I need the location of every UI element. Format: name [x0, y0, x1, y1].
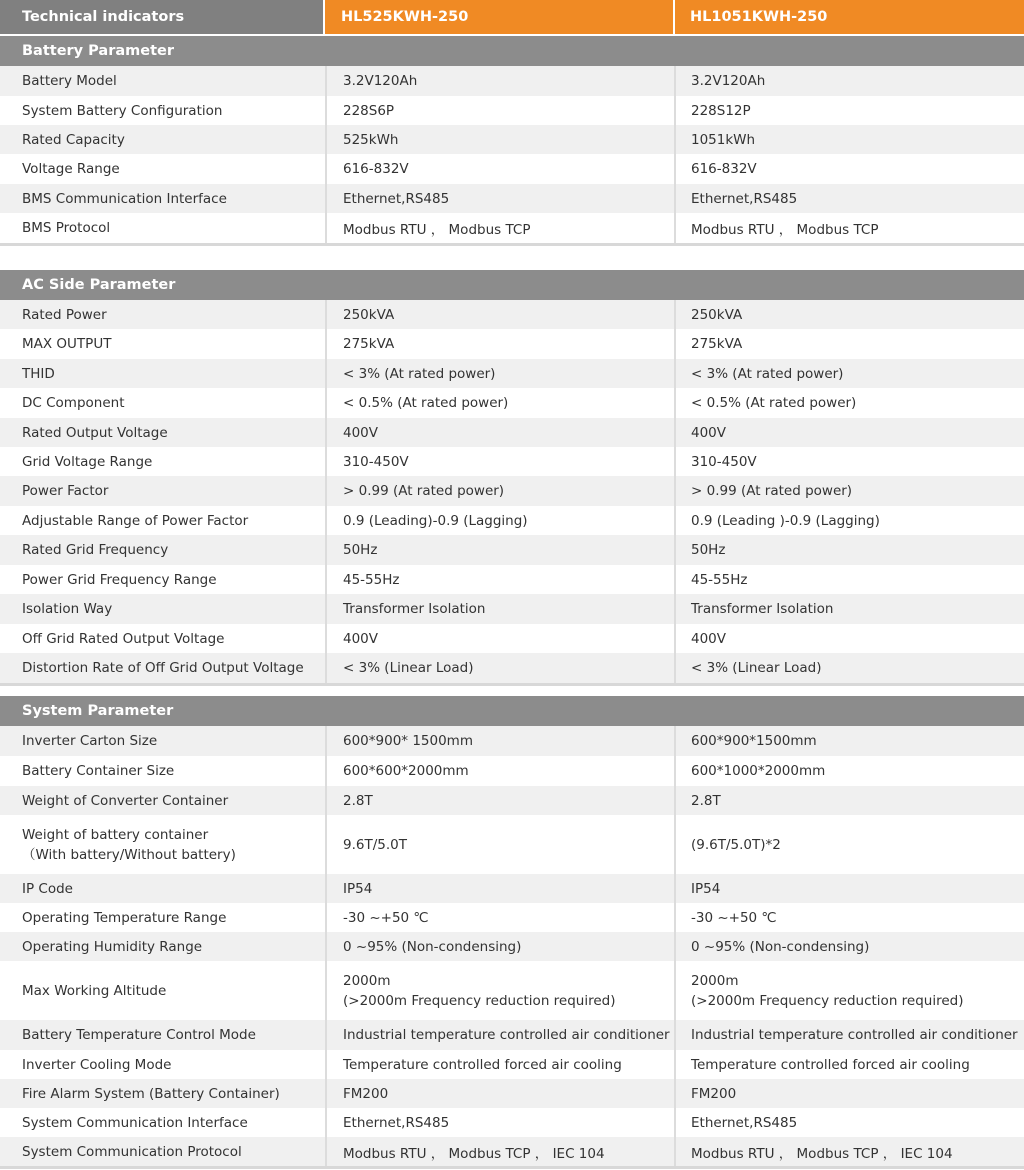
row-value-model-1: 45-55Hz [325, 565, 674, 594]
table-row [0, 476, 1024, 506]
row-value-model-2: Ethernet,RS485 [674, 184, 1024, 213]
ac-side-parameter-section [0, 270, 1024, 686]
row-value-model-2: 250kVA [674, 300, 1024, 329]
table-row [0, 300, 1024, 329]
table-row [0, 1050, 1024, 1079]
row-value-model-1: 9.6T/5.0T [325, 815, 674, 874]
row-label: DC Component [22, 395, 125, 411]
row-label [0, 815, 325, 874]
row-value-model-2: 600*1000*2000mm [674, 756, 1024, 786]
row-value-model-2: Ethernet,RS485 [674, 1108, 1024, 1137]
table-row [0, 1079, 1024, 1108]
section-title: System Parameter [0, 696, 1024, 726]
table-row [0, 874, 1024, 903]
row-value-model-1: -30 ~+50 ℃ [325, 903, 674, 932]
row-value-model-2: 50Hz [674, 535, 1024, 565]
row-value-model-2: 3.2V120Ah [674, 66, 1024, 96]
section-title: Battery Parameter [0, 36, 1024, 66]
value-line-2: (>2000m Frequency reduction required) [343, 992, 616, 1009]
row-value-model-1: Ethernet,RS485 [325, 184, 674, 213]
row-value-model-2: FM200 [674, 1079, 1024, 1108]
row-label: Voltage Range [22, 161, 120, 177]
row-value-model-1: Modbus RTU ， Modbus TCP ， IEC 104 [325, 1137, 674, 1166]
row-value-model-1: Transformer Isolation [325, 594, 674, 624]
row-value-model-1: 600*600*2000mm [325, 756, 674, 786]
row-value-model-2: Transformer Isolation [674, 594, 1024, 624]
row-value-model-2: Industrial temperature controlled air conditioner [674, 1020, 1024, 1050]
row-label: System Communication Protocol [22, 1143, 242, 1160]
row-value-model-1: 0.9 (Leading)-0.9 (Lagging) [325, 506, 674, 535]
row-label: Operating Temperature Range [22, 909, 227, 926]
row-label: Rated Power [22, 306, 107, 323]
row-label: System Communication Interface [22, 1114, 248, 1131]
row-label: Inverter Carton Size [22, 733, 158, 749]
row-value-model-2: < 3% (Linear Load) [674, 653, 1024, 683]
row-label: MAX OUTPUT [22, 336, 112, 352]
row-value-model-1: 2.8T [325, 786, 674, 815]
row-value-model-1 [325, 961, 674, 1020]
row-value-model-2 [674, 961, 1024, 1020]
row-label: Rated Grid Frequency [22, 542, 169, 558]
row-label: THID [22, 365, 55, 382]
row-value-model-2: 400V [674, 624, 1024, 653]
battery-parameter-section [0, 36, 1024, 246]
row-label: BMS Protocol [22, 220, 111, 236]
row-label: Power Factor [22, 483, 109, 499]
table-row [0, 932, 1024, 961]
value-line-1: 2000m [343, 972, 391, 989]
table-row [0, 1137, 1024, 1166]
row-label: Fire Alarm System (Battery Container) [22, 1085, 280, 1102]
table-row [0, 184, 1024, 213]
header-technical-indicators: Technical indicators [0, 0, 323, 34]
table-row [0, 418, 1024, 447]
row-value-model-1: Modbus RTU ， Modbus TCP [325, 213, 674, 243]
row-label: Battery Temperature Control Mode [22, 1027, 256, 1043]
row-value-model-2: (9.6T/5.0T)*2 [674, 815, 1024, 874]
row-label: Battery Model [22, 73, 117, 89]
row-label: Isolation Way [22, 601, 113, 617]
row-value-model-1: 50Hz [325, 535, 674, 565]
row-value-model-1: 310-450V [325, 447, 674, 476]
row-label: Battery Container Size [22, 763, 175, 779]
row-label: Max Working Altitude [22, 982, 167, 999]
table-row [0, 815, 1024, 874]
row-value-model-2: 0 ~95% (Non-condensing) [674, 932, 1024, 961]
row-value-model-2: 228S12P [674, 96, 1024, 125]
table-row [0, 624, 1024, 653]
row-value-model-2: 600*900*1500mm [674, 726, 1024, 756]
table-row [0, 213, 1024, 243]
row-value-model-2: 45-55Hz [674, 565, 1024, 594]
row-value-model-2: Modbus RTU ， Modbus TCP [674, 213, 1024, 243]
table-row [0, 1108, 1024, 1137]
row-value-model-2: < 3% (At rated power) [674, 359, 1024, 388]
row-label-line-2: （With battery/Without battery) [22, 846, 236, 863]
table-row [0, 726, 1024, 756]
table-header [0, 0, 1024, 34]
row-value-model-2: 2.8T [674, 786, 1024, 815]
row-value-model-1: 600*900* 1500mm [325, 726, 674, 756]
table-row [0, 154, 1024, 184]
row-label: Rated Output Voltage [22, 424, 168, 441]
row-value-model-1: FM200 [325, 1079, 674, 1108]
row-label: Grid Voltage Range [22, 453, 153, 470]
table-row [0, 903, 1024, 932]
row-value-model-2: Modbus RTU ， Modbus TCP ， IEC 104 [674, 1137, 1024, 1166]
row-label: Distortion Rate of Off Grid Output Voltage [22, 660, 304, 676]
row-value-model-1: IP54 [325, 874, 674, 903]
section-divider [0, 243, 1024, 246]
row-value-model-1: < 3% (Linear Load) [325, 653, 674, 683]
row-label-line-1: Weight of battery container [22, 826, 209, 843]
system-parameter-section [0, 696, 1024, 1169]
row-label: Operating Humidity Range [22, 938, 203, 955]
row-value-model-2: 275kVA [674, 329, 1024, 359]
table-row [0, 961, 1024, 1020]
table-row [0, 756, 1024, 786]
value-line-1: 2000m [691, 972, 739, 989]
row-value-model-1: Ethernet,RS485 [325, 1108, 674, 1137]
table-row [0, 66, 1024, 96]
row-value-model-1: 250kVA [325, 300, 674, 329]
row-value-model-1: > 0.99 (At rated power) [325, 476, 674, 506]
row-label: System Battery Configuration [22, 102, 223, 119]
row-value-model-1: 0 ~95% (Non-condensing) [325, 932, 674, 961]
row-value-model-2: 400V [674, 418, 1024, 447]
table-row [0, 125, 1024, 154]
table-row [0, 653, 1024, 683]
row-label: Adjustable Range of Power Factor [22, 512, 249, 529]
table-row [0, 96, 1024, 125]
header-model-2: HL1051KWH-250 [675, 0, 1024, 34]
section-title: AC Side Parameter [0, 270, 1024, 300]
row-value-model-2: > 0.99 (At rated power) [674, 476, 1024, 506]
table-row [0, 329, 1024, 359]
section-divider [0, 1166, 1024, 1169]
table-row [0, 594, 1024, 624]
row-value-model-1: 400V [325, 418, 674, 447]
table-row [0, 565, 1024, 594]
row-value-model-1: 616-832V [325, 154, 674, 184]
row-label: Power Grid Frequency Range [22, 571, 217, 588]
row-label: Weight of Converter Container [22, 792, 229, 809]
table-row [0, 388, 1024, 418]
row-label: Off Grid Rated Output Voltage [22, 630, 225, 647]
row-value-model-2: 616-832V [674, 154, 1024, 184]
row-value-model-1: 525kWh [325, 125, 674, 154]
table-row [0, 786, 1024, 815]
row-value-model-1: 228S6P [325, 96, 674, 125]
header-model-1: HL525KWH-250 [325, 0, 673, 34]
section-divider [0, 683, 1024, 686]
row-value-model-2: < 0.5% (At rated power) [674, 388, 1024, 418]
row-value-model-2: IP54 [674, 874, 1024, 903]
table-row [0, 506, 1024, 535]
row-value-model-1: 400V [325, 624, 674, 653]
row-value-model-2: 1051kWh [674, 125, 1024, 154]
row-value-model-1: < 3% (At rated power) [325, 359, 674, 388]
row-label: BMS Communication Interface [22, 190, 227, 207]
table-row [0, 1020, 1024, 1050]
row-value-model-2: -30 ~+50 ℃ [674, 903, 1024, 932]
row-label: IP Code [22, 880, 73, 897]
row-label: Inverter Cooling Mode [22, 1056, 172, 1073]
table-row [0, 535, 1024, 565]
row-value-model-2: 310-450V [674, 447, 1024, 476]
row-value-model-1: 3.2V120Ah [325, 66, 674, 96]
table-row [0, 447, 1024, 476]
row-value-model-2: Temperature controlled forced air cooling [674, 1050, 1024, 1079]
table-row [0, 359, 1024, 388]
row-value-model-1: < 0.5% (At rated power) [325, 388, 674, 418]
row-label: Rated Capacity [22, 131, 125, 148]
row-value-model-2: 0.9 (Leading )-0.9 (Lagging) [674, 506, 1024, 535]
row-value-model-1: Temperature controlled forced air cooling [325, 1050, 674, 1079]
row-value-model-1: Industrial temperature controlled air conditioner [325, 1020, 674, 1050]
value-line-2: (>2000m Frequency reduction required) [691, 992, 964, 1009]
row-value-model-1: 275kVA [325, 329, 674, 359]
